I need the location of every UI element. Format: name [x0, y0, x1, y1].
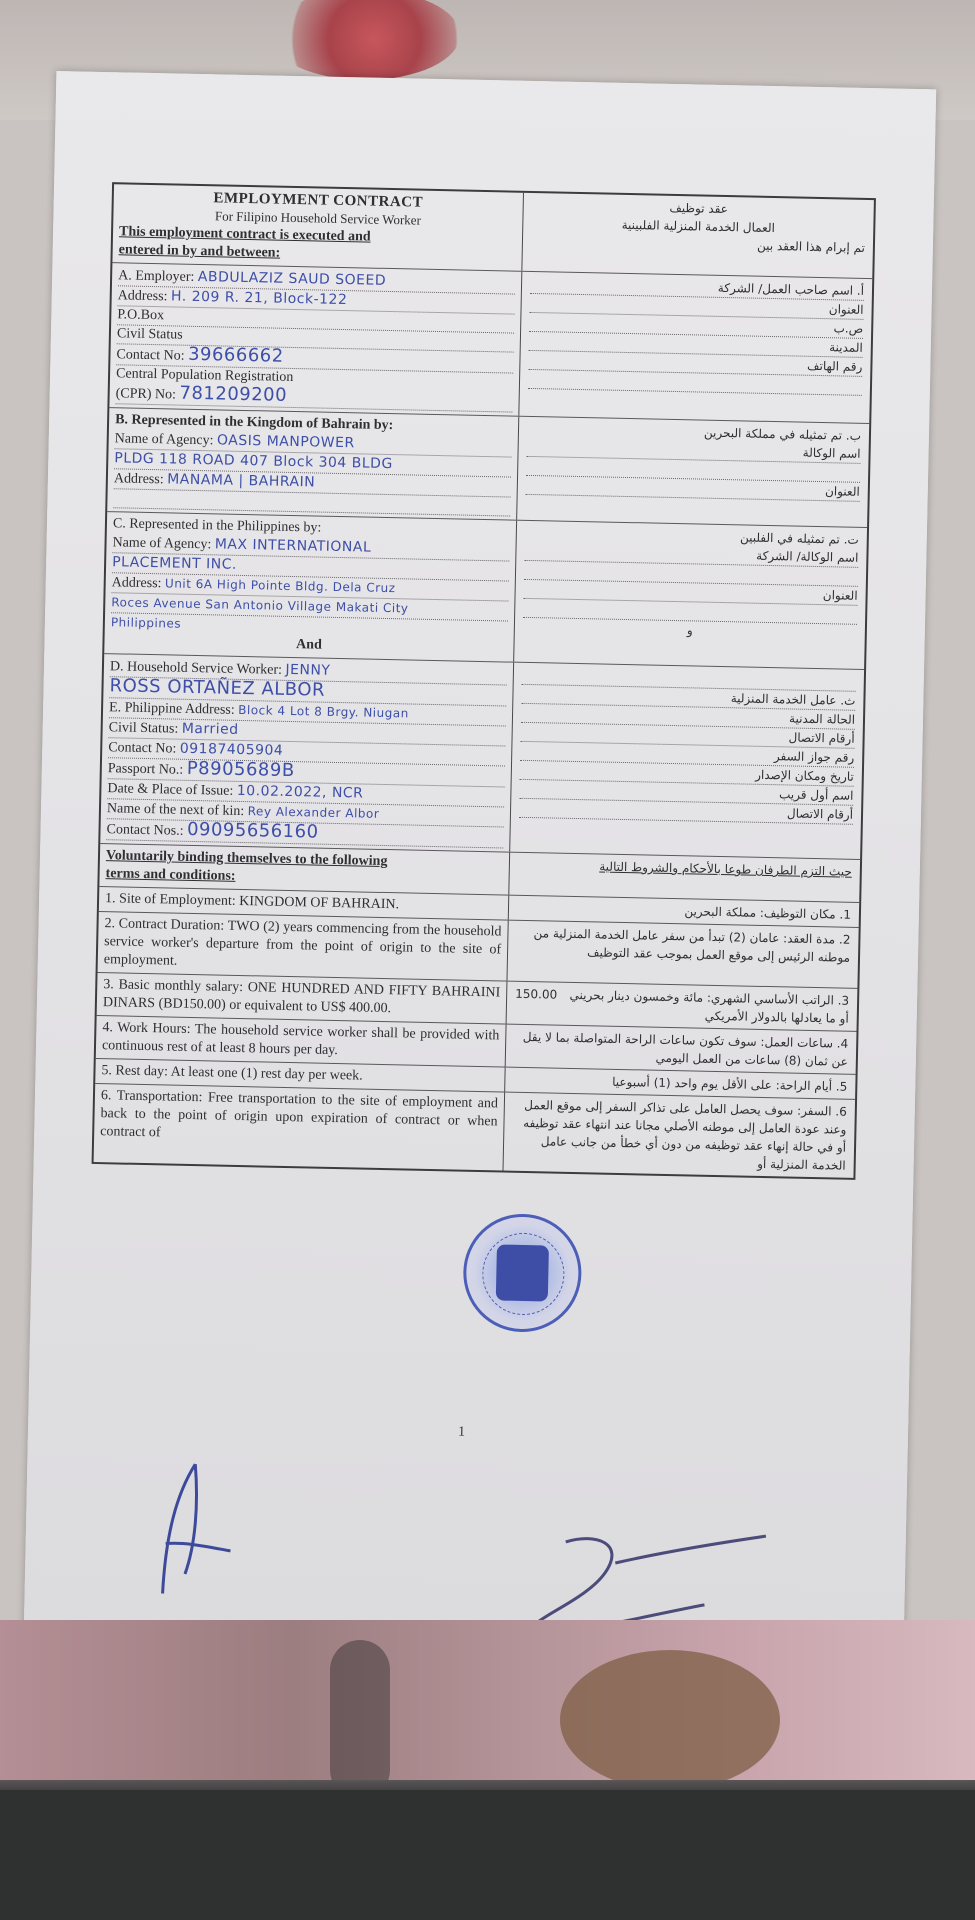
arabic-city: المدينة	[529, 332, 863, 358]
arabic-civil: الحالة المدنية	[521, 704, 855, 730]
employer-name: ABDULAZIZ SAUD SOEED	[197, 268, 387, 289]
agency-ph-address-3: Philippines	[110, 615, 182, 631]
civil-status-label: Civil Status	[116, 326, 183, 343]
clause-4: 4. Work Hours: The household service worker shall be provided with continuous rest of at least 8 hours per day.	[96, 1016, 507, 1067]
intro-line-1: This employment contract is executed and	[118, 224, 371, 245]
terms-heading-1: Voluntarily binding themselves to the following	[105, 848, 388, 870]
arabic-clause-1: 1. مكان التوظيف: مملكة البحرين	[684, 904, 852, 922]
arabic-address: العنوان	[529, 294, 863, 320]
kin-label: Name of the next of kin:	[106, 801, 245, 820]
worker-address: Block 4 Lot 8 Brgy. Niugan	[238, 702, 409, 721]
arabic-subtitle: العمال الخدمة المنزلية الفلبينية	[621, 217, 776, 236]
arabic-contact: رقم الهاتف	[528, 351, 862, 377]
worker-first-name: JENNY	[285, 661, 331, 679]
arabic-agency-name-2: اسم الوكالة/ الشركة	[524, 542, 858, 568]
employer-label: A. Employer:	[117, 268, 195, 285]
arabic-kin: اسم أول قريب	[519, 780, 853, 806]
agency-bahrain-name-label: Name of Agency:	[114, 431, 214, 449]
agency-ph-address: Unit 6A High Pointe Bldg. Dela Cruz	[164, 576, 396, 596]
clause-1: 1. Site of Employment: KINGDOM OF BAHRAIN.	[99, 887, 509, 920]
arabic-address-2: العنوان	[526, 476, 860, 502]
arabic-issue: تاريخ ومكان الإصدار	[520, 761, 854, 787]
page-number: 1	[457, 1424, 466, 1440]
agency-ph-heading: C. Represented in the Philippines by:	[112, 516, 322, 536]
kin-contact-label: Contact Nos.:	[106, 822, 184, 839]
worker-civil-label: Civil Status:	[108, 720, 179, 737]
agency-ph-address-2: Roces Avenue San Antonio Village Makati City	[111, 595, 409, 616]
arabic-title: عقد توظيف	[669, 200, 729, 217]
fabric-stripe	[330, 1640, 390, 1800]
contract-page	[24, 71, 936, 1649]
terms-heading-2: terms and conditions:	[105, 866, 236, 884]
issue-value: 10.02.2022, NCR	[236, 782, 364, 802]
agency-bahrain-line2: PLDG 118 ROAD 407 Block 304 BLDG	[114, 450, 393, 473]
arabic-passport: رقم جواز السفر	[520, 742, 854, 768]
employer-address-label: Address:	[117, 288, 168, 305]
contract-table	[92, 182, 876, 1180]
pobox-label: P.O.Box	[117, 307, 165, 324]
worker-civil: Married	[181, 720, 239, 738]
agency-bahrain-name: OASIS MANPOWER	[216, 432, 355, 452]
agency-philippines-row	[104, 511, 867, 669]
background-dark	[0, 1790, 975, 1920]
clause-3: 3. Basic monthly salary: ONE HUNDRED AND FIFTY BAHRAINI DINARS (BD150.00) or equivalent to US$ 400.00.	[97, 973, 508, 1024]
clause-2: 2. Contract Duration: TWO (2) years commencing from the household service worker's departure from the point of origin to the site of employment.	[98, 912, 509, 981]
worker-contact-label: Contact No:	[108, 740, 177, 757]
worker-row	[100, 653, 864, 859]
agency-bahrain-heading: B. Represented in the Kingdom of Bahrain by:	[114, 412, 394, 434]
arabic-intro: تم إبرام هذا العقد بين	[756, 238, 866, 255]
arabic-clause-3: 3. الراتب الأساسي الشهري: مائة وخمسون دينار بحريني أو ما يعادلها بالدولار الأمريكي	[569, 987, 850, 1026]
official-stamp	[462, 1213, 582, 1333]
worker-name: ROSS ORTAÑEZ ALBOR	[109, 675, 326, 701]
arabic-and: و	[686, 623, 693, 638]
cpr-number: 781209200	[179, 382, 288, 406]
header-row	[112, 184, 873, 278]
arabic-clause-2: 2. مدة العقد: عامان (2) تبدأ من سفر عامل الخدمة المنزلية من موطنه الرئيس إلى موقع العمل بموجب عقد التوظيف	[533, 926, 851, 965]
arabic-pobox: ص.ب	[529, 313, 863, 339]
arabic-represented-ph: ت. تم تمثيله في الفلبين	[739, 530, 859, 547]
cpr-label-2: (CPR) No:	[115, 386, 177, 403]
kin-contact: 09095656160	[186, 818, 319, 843]
fabric-pattern	[560, 1650, 780, 1790]
arabic-contact-3: أرقام الاتصال	[519, 799, 853, 825]
clause-6: 6. Transportation: Free transportation to the site of employment and back to the point of origin upon expiration of contract or when contract of	[94, 1084, 506, 1171]
agency-bahrain-address-label: Address:	[113, 471, 164, 488]
background-fabric	[0, 1620, 975, 1800]
arabic-address-3: العنوان	[523, 580, 857, 606]
agency-ph-line2: PLACEMENT INC.	[111, 554, 238, 573]
arabic-worker: ث. عامل الخدمة المنزلية	[521, 685, 855, 711]
worker-heading: D. Household Service Worker:	[109, 659, 283, 678]
agency-bahrain-row	[107, 407, 869, 527]
agency-bahrain-address: MANAMA | BAHRAIN	[167, 471, 316, 491]
issue-label: Date & Place of Issue:	[107, 781, 234, 799]
intro-line-2: entered in by and between:	[118, 242, 281, 261]
arabic-terms: حيث التزم الطرفان طوعا بالأحكام والشروط التالية	[599, 859, 852, 879]
employer-contact: 39666662	[187, 343, 284, 367]
arabic-clause-4: 4. ساعات العمل: سوف تكون ساعات الراحة المتواصلة بما لا يقل عن ثمان (8) ساعات من العمل اليومي	[522, 1029, 849, 1069]
passport-label: Passport No.:	[107, 761, 184, 778]
passport-number: P8905689B	[186, 757, 295, 782]
stamp-emblem	[496, 1244, 549, 1301]
cpr-label-1: Central Population Registration	[115, 366, 294, 385]
arabic-represented-bahrain: ب. تم تمثيله في مملكة البحرين	[703, 425, 862, 443]
agency-ph-name: MAX INTERNATIONAL	[214, 536, 372, 556]
agency-ph-address-label: Address:	[111, 575, 162, 592]
arabic-employer: أ. اسم صاحب العمل/ الشركة	[530, 275, 864, 301]
worker-address-label: E. Philippine Address:	[108, 700, 235, 718]
kin-name: Rey Alexander Albor	[247, 804, 380, 821]
contract-title: EMPLOYMENT CONTRACT	[213, 190, 424, 211]
arabic-clause-5: 5. أيام الراحة: على الأقل يوم واحد (1) أسبوعيا	[612, 1074, 848, 1094]
employer-address: H. 209 R. 21, Block-122	[170, 288, 348, 309]
and-label: And	[295, 637, 322, 653]
arabic-contact-2: أرقام الاتصال	[520, 723, 854, 749]
clause-6-row	[94, 1083, 855, 1178]
employer-row	[109, 262, 872, 423]
arabic-agency-name: اسم الوكالة	[526, 438, 860, 464]
worker-signature	[134, 1453, 257, 1615]
employer-contact-label: Contact No:	[116, 347, 185, 364]
worker-contact: 09187405904	[179, 740, 284, 759]
arabic-clause-6: 6. السفر: سوف يحصل العامل على تذاكر السفر إلى موقع العمل وعند عودة العامل إلى موطنه الأصلي مجانا عند انتهاء عقد توظيفه أو في حالة إنهاء عقد توظيفه من دون أي خطأ من جانب عامل الخدمة المنزلية أو	[523, 1097, 847, 1173]
agency-ph-name-label: Name of Agency:	[112, 535, 212, 553]
arabic-clause-3-amount: 150.00	[515, 986, 558, 1002]
clause-5: 5. Rest day: At least one (1) rest day per week.	[95, 1059, 505, 1092]
contract-subtitle: For Filipino Household Service Worker	[214, 208, 422, 228]
